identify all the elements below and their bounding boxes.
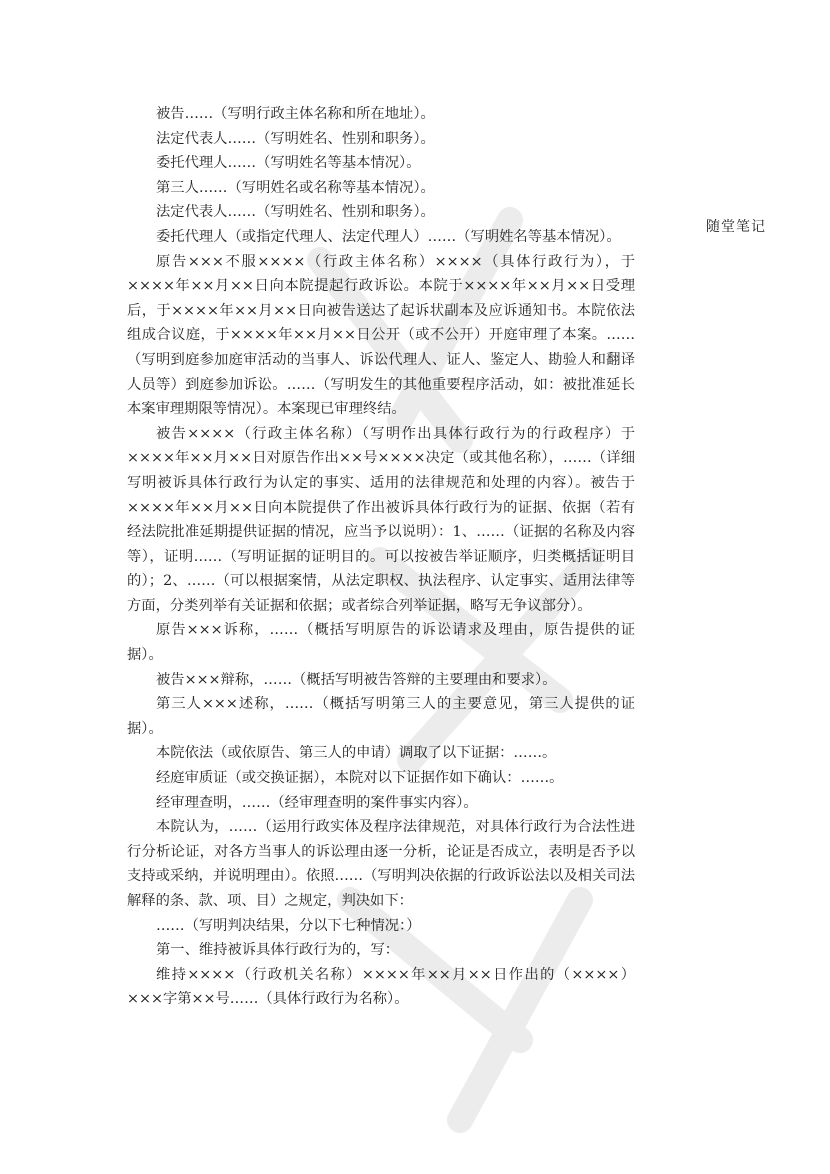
paragraph: 第一、维持被诉具体行政行为的，写：: [156, 942, 400, 959]
paragraph: 被告……（写明行政主体名称和所在地址）。: [156, 106, 435, 122]
paragraph: 维持××××（行政机关名称）××××年××月××日作出的（××××）×××字第××号……（具体行政行为名称）。: [127, 966, 635, 1008]
paragraph: 被告××××（行政主体名称）（写明作出具体行政行为的行政程序）于××××年××月××日对原告作出××号××××决定（或其他名称），……（详细写明被诉具体行政行为认定的事实、适用的法律规范和处理的内容）。被告于××××年××月××日向本院提供了作出被诉具体行政行为的证据、依据（若有经法院批准延期提供证据的情况，应当予以说明）：1、……（证据的名称及内容等），证明……（写明证据的证明目的。可以按被告举证顺序，归类概括证明目的）；2、……（可以根据案情，从法定职权、执法程序、认定事实、适用法律等方面，分类列举有关证据和依据；或者综合列举证据，略写无争议部分）。: [127, 425, 635, 614]
paragraph: 经审理查明，……（经审理查明的案件事实内容）。: [156, 794, 478, 811]
paragraph: 法定代表人……（写明姓名、性别和职务）。: [156, 130, 435, 147]
paragraph: 本院认为，……（运用行政实体及程序法律规范，对具体行政行为合法性进行分析论证，对各方当事人的诉讼理由逐一分析，论证是否成立，表明是否予以支持或采纳，并说明理由）。依照……（写明判决依据的行政诉讼法以及相关司法解释的条、款、项、目）之规定，判决如下：: [127, 819, 635, 909]
paragraph: 法定代表人……（写明姓名、性别和职务）。: [156, 204, 435, 221]
paragraph: ……（写明判决结果，分以下七种情况：）: [156, 917, 421, 934]
paragraph: 委托代理人……（写明姓名等基本情况）。: [156, 155, 421, 172]
paragraph: 原告×××诉称，……（概括写明原告的诉讼请求及理由，原告提供的证据）。: [127, 622, 635, 664]
paragraph: 经庭审质证（或交换证据），本院对以下证据作如下确认：……。: [156, 770, 564, 787]
paragraph: 第三人×××述称，……（概括写明第三人的主要意见，第三人提供的证据）。: [127, 696, 635, 737]
side-note-label: 随堂笔记: [706, 219, 766, 235]
paragraph: 被告×××辩称，……（概括写明被告答辩的主要理由和要求）。: [156, 671, 557, 688]
document-body: [127, 102, 635, 1012]
paragraph: 本院依法（或依原告、第三人的申请）调取了以下证据：……。: [156, 745, 557, 762]
paragraph: 委托代理人（或指定代理人、法定代理人）……（写明姓名等基本情况）。: [156, 228, 621, 245]
paragraph: 第三人……（写明姓名或名称等基本情况）。: [156, 179, 435, 196]
paragraph: 原告×××不服××××（行政主体名称）××××（具体行政行为），于××××年××月××日向本院提起行政诉讼。本院于××××年××月××日受理后，于××××年××月××日向被告送达了起诉状副本及应诉通知书。本院依法组成合议庭，于××××年××月××日公开（或不公开）开庭审理了本案。……（写明到庭参加庭审活动的当事人、诉讼代理人、证人、鉴定人、勘验人和翻译人员等）到庭参加诉讼。……（写明发生的其他重要程序活动，如：被批准延长本案审理期限等情况）。本案现已审理终结。: [127, 253, 635, 418]
